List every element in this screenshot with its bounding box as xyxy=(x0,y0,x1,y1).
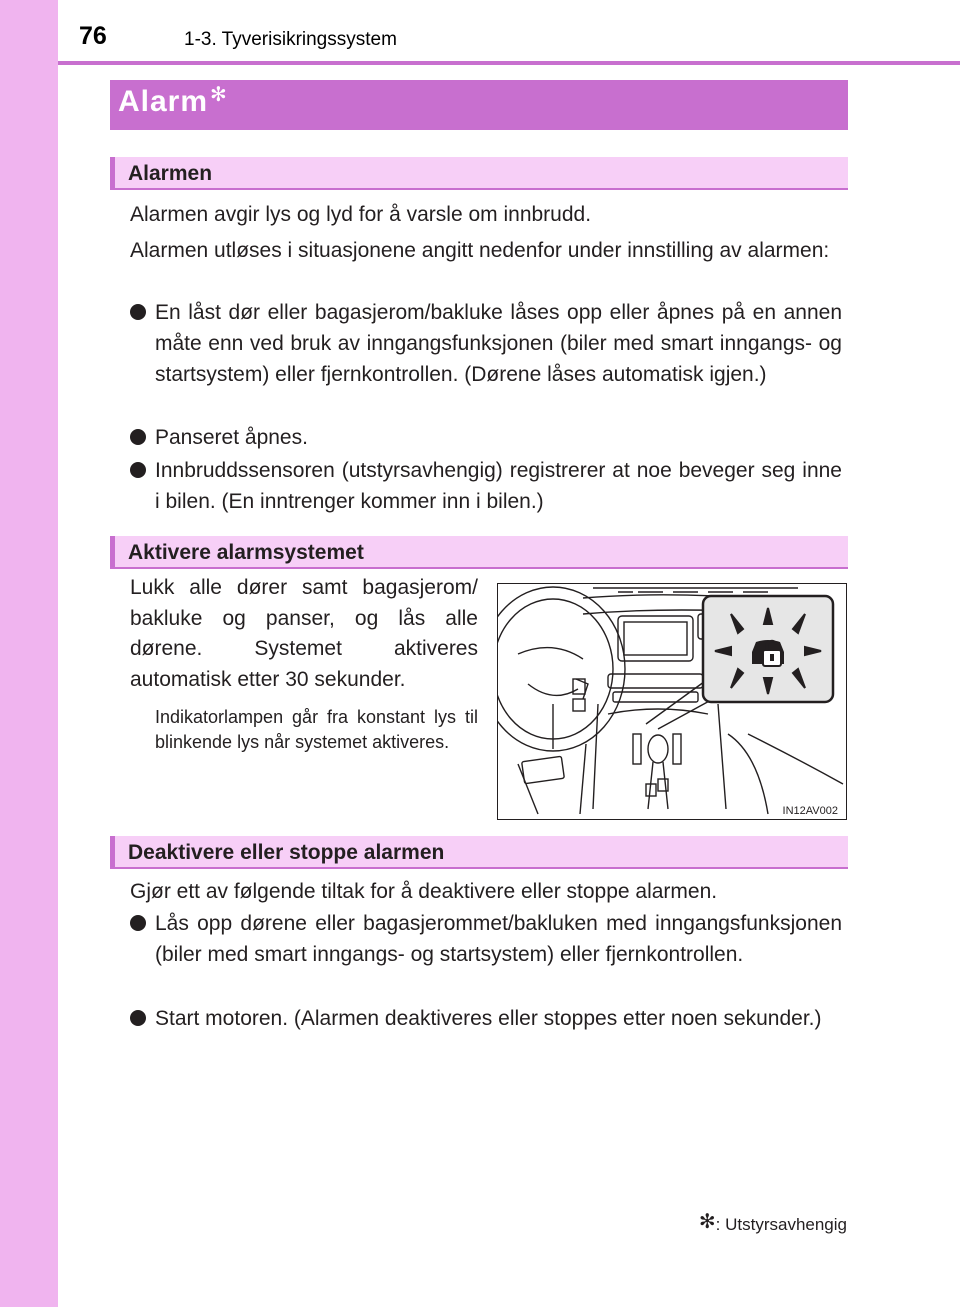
deaktivere-bullet-2 xyxy=(130,1003,842,1034)
subheading-aktivere xyxy=(110,536,848,569)
chapter-title-text: Alarm xyxy=(118,85,209,118)
bullet-text: Panseret åpnes. xyxy=(155,426,308,449)
dashboard-drawing xyxy=(498,584,847,820)
page-number: 76 xyxy=(79,22,107,50)
figure-code: IN12AV002 xyxy=(782,805,838,817)
left-margin-tab xyxy=(0,0,58,1307)
bullet-dot xyxy=(130,429,146,445)
alarmen-bullet-2 xyxy=(130,422,842,453)
chapter-title xyxy=(118,85,228,119)
header-rule xyxy=(58,61,960,65)
alarmen-intro-1: Alarmen avgir lys og lyd for å varsle om innbrudd. xyxy=(130,203,592,226)
subheading-alarmen-text: Alarmen xyxy=(128,162,213,185)
aktivere-text: Lukk alle dører samt bagasjerom/ bakluke og panser, og lås alle dørene. Systemet aktiveres automatisk etter 30 sekunder. xyxy=(130,576,478,691)
footnote-text: : Utstyrsavhengig xyxy=(715,1215,847,1234)
aktivere-note: Indikatorlampen går fra konstant lys til blinkende lys når systemet aktiveres. xyxy=(155,707,478,752)
footnote-marker: ✻ xyxy=(698,1211,716,1233)
chapter-title-banner xyxy=(110,80,848,130)
subheading-alarmen xyxy=(110,157,848,190)
alarmen-bullet-3 xyxy=(130,455,842,517)
subheading-aktivere-text: Aktivere alarmsystemet xyxy=(128,541,364,564)
subheading-deaktivere xyxy=(110,836,848,869)
deaktivere-bullet-1 xyxy=(130,908,842,970)
bullet-dot xyxy=(130,1010,146,1026)
section-title: 1-3. Tyverisikringssystem xyxy=(184,29,397,50)
bullet-dot xyxy=(130,915,146,931)
bullet-text: En låst dør eller bagasjerom/bakluke låses opp eller åpnes på en annen måte enn ved bruk av inngangsfunksjonen (biler med smart inngangs- og startsystem) eller fjernkontrollen. (Dørene låses automatisk igjen.) xyxy=(155,301,842,386)
subheading-deaktivere-text: Deaktivere eller stoppe alarmen xyxy=(128,841,445,864)
bullet-text: Start motoren. (Alarmen deaktiveres eller stoppes etter noen sekunder.) xyxy=(155,1007,822,1030)
bullet-dot xyxy=(130,304,146,320)
bullet-text: Innbruddssensoren (utstyrsavhengig) registrerer at noe beveger seg inne i bilen. (En inntrenger kommer inn i bilen.) xyxy=(155,459,842,513)
alarmen-intro-2: Alarmen utløses i situasjonene angitt nedenfor under innstilling av alarmen: xyxy=(130,239,830,262)
optional-marker: ✻ xyxy=(210,84,228,106)
alarmen-bullet-1 xyxy=(130,297,842,390)
deaktivere-intro: Gjør ett av følgende tiltak for å deaktivere eller stoppe alarmen. xyxy=(130,880,718,903)
footnote xyxy=(699,1211,847,1236)
bullet-dot xyxy=(130,462,146,478)
dashboard-illustration xyxy=(497,583,847,820)
bullet-text: Lås opp dørene eller bagasjerommet/bakluken med inngangsfunksjonen (biler med smart inngangs- og startsystem) eller fjernkontrollen. xyxy=(155,912,842,966)
